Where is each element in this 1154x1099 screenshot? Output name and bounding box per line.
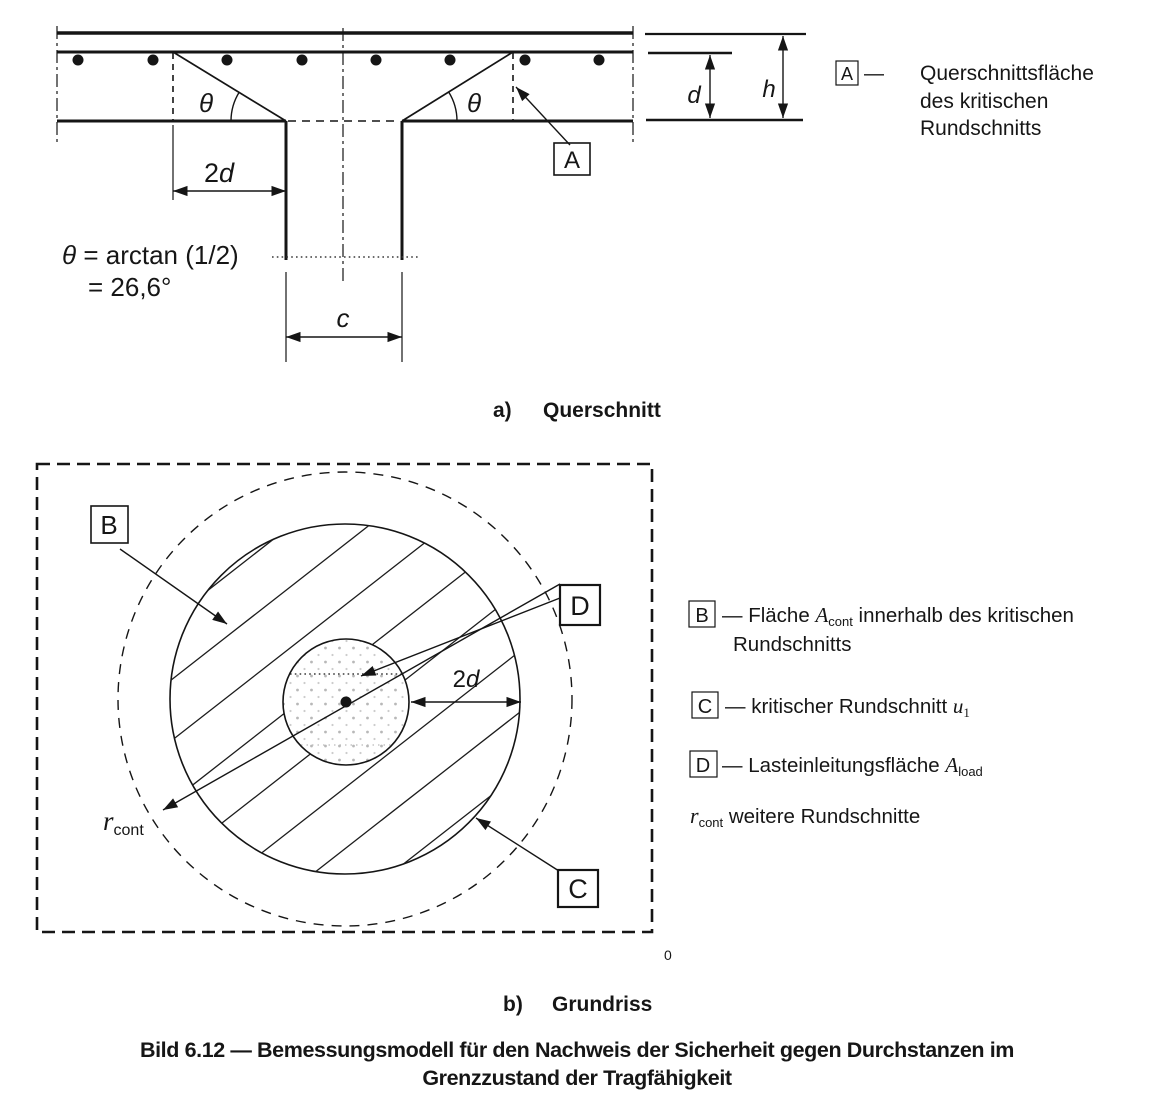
legend-rcont-entry: $r_{cont}$ weitere Rundschnitte [690,803,921,830]
theta-arc-left [231,92,239,121]
legend-b-entry-b-line2: Rundschnitts [733,633,852,656]
marker-c-letter: C [568,874,588,904]
legend-b-entry-b-line1: — Fläche Acont innerhalb des kritischen [722,603,1074,629]
marker-a-letter: A [563,147,581,174]
legend-b [689,601,1074,830]
dim-2d-plan-label: 2d [452,666,480,693]
theta-formula-line1: θ = arctan (1/2) [62,240,239,270]
theta-arc-right [449,92,457,121]
legend-a-text-line1: Querschnittsfläche [920,62,1094,85]
theta-label-left: θ [198,88,214,118]
marker-c-leader-arrow [476,818,559,871]
caption-a-prefix: a) [493,399,512,422]
marker-b-letter: B [100,510,118,540]
legend-d-marker-letter: D [695,755,711,777]
marker-d-leader-arrow [361,598,560,676]
legend-c-entry: — kritischer Rundschnitt u1 [725,694,970,720]
dim-d-label: d [687,82,701,109]
caption-a-text: Querschnitt [543,399,661,422]
caption-b-text: Grundriss [552,993,653,1016]
legend-a-marker-letter: A [840,64,854,84]
panel-b-plan-view [37,420,1074,1016]
theta-label-right: θ [466,88,482,118]
legend-a [836,61,1094,140]
legend-d-entry: — Lasteinleitungsfläche Aload [722,753,983,779]
legend-a-text-line3: Rundschnitts [920,117,1042,140]
caption-b-prefix: b) [503,993,523,1016]
rcont-leader-arrow [163,584,560,810]
figure-caption-line2: Grenzzustand der Tragfähigkeit [422,1066,732,1090]
legend-c-marker-letter: C [697,696,713,718]
slab-thickness-detail [645,34,806,120]
dim-h-label: h [762,76,776,103]
stray-print-mark: 0 [664,947,672,963]
panel-a-cross-section [57,26,1094,422]
shear-crack-right [402,52,513,121]
legend-a-dash: — [864,63,884,85]
legend-b-marker-letter: B [695,605,709,627]
marker-a-leader-arrow [516,87,570,145]
marker-d-letter: D [570,591,590,621]
rcont-label: rcont [103,806,144,839]
figure-caption-line1: Bild 6.12 — Bemessungsmodell für den Nachweis der Sicherheit gegen Durchstanzen im [139,1038,1015,1062]
legend-a-text-line2: des kritischen [920,90,1049,113]
rebar-dots [73,55,605,66]
dim-2d-label: 2d [203,158,235,188]
dim-c-label: c [336,303,350,333]
theta-formula-line2: = 26,6° [88,272,172,302]
